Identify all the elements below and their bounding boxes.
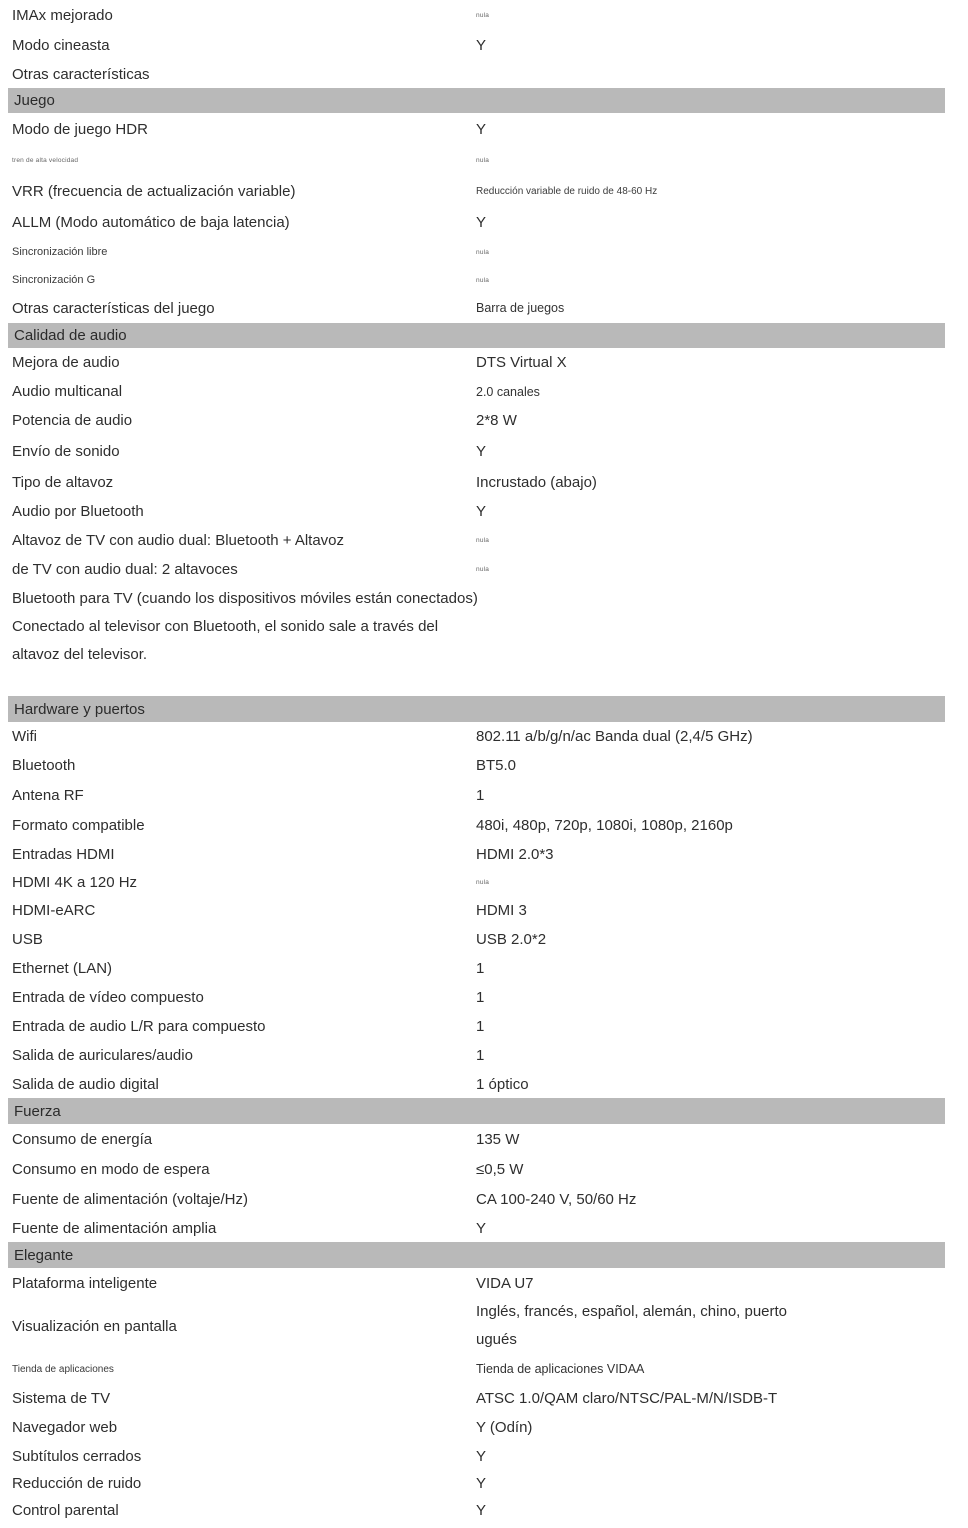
spec-value: nula (476, 11, 490, 19)
spec-label: Audio por Bluetooth (12, 503, 144, 520)
spec-value: Barra de juegos (476, 301, 565, 315)
spec-value: Y (476, 1502, 487, 1519)
spec-label: Potencia de audio (12, 412, 133, 429)
spec-row (8, 840, 945, 868)
spec-row (8, 1442, 945, 1470)
spec-row (8, 1214, 945, 1242)
spec-row (8, 60, 945, 88)
section-header (8, 323, 945, 348)
spec-row (8, 1184, 945, 1214)
spec-row (8, 1497, 945, 1524)
spec-value: Incrustado (abajo) (476, 474, 597, 491)
spec-label: Altavoz de TV con audio dual: Bluetooth + Altavoz (12, 531, 345, 549)
spec-value: Y (476, 443, 487, 460)
spec-label: Entrada de vídeo compuesto (12, 989, 204, 1006)
spec-row (8, 207, 945, 237)
spec-row (8, 145, 945, 175)
spec-value: nula (476, 565, 490, 573)
spec-value: 1 óptico (476, 1075, 529, 1093)
spec-label: Salida de auriculares/audio (12, 1047, 193, 1064)
spec-label: Entrada de audio L/R para compuesto (12, 1018, 266, 1035)
spec-label: Ethernet (LAN) (12, 960, 113, 977)
spec-value: nula (476, 248, 490, 256)
spec-row (8, 30, 945, 60)
section-header (8, 696, 945, 722)
spec-label: Tipo de altavoz (12, 474, 114, 491)
spec-row (8, 1268, 945, 1298)
section-header (8, 88, 945, 113)
spec-label: Sincronización G (12, 274, 96, 286)
spec-value: HDMI 2.0*3 (476, 845, 554, 863)
spec-label: de TV con audio dual: 2 altavoces (12, 560, 238, 578)
spec-label: Modo cineasta (12, 36, 110, 54)
section-title: Fuerza (14, 1102, 61, 1120)
spec-value: nula (476, 878, 490, 886)
spec-value: 480i, 480p, 720p, 1080i, 1080p, 2160p (476, 817, 733, 834)
section-title: Calidad de audio (14, 327, 127, 344)
spec-label: USB (12, 930, 43, 948)
spec-row (8, 237, 945, 267)
spec-row (8, 348, 945, 377)
spec-label: HDMI 4K a 120 Hz (12, 873, 138, 891)
spec-value: CA 100-240 V, 50/60 Hz (476, 1190, 637, 1208)
spec-value: USB 2.0*2 (476, 930, 547, 948)
spec-label: Navegador web (12, 1418, 118, 1436)
spec-value: Y (476, 120, 487, 138)
spec-row (8, 811, 945, 840)
spec-value: 1 (476, 1018, 485, 1035)
spec-label: Salida de audio digital (12, 1075, 159, 1093)
spec-label: Audio multicanal (12, 383, 123, 400)
spec-row (8, 1012, 945, 1041)
note-line: Conectado al televisor con Bluetooth, el sonido sale a través del (12, 617, 439, 635)
spec-row (8, 751, 945, 780)
spec-value: 135 W (476, 1130, 520, 1148)
spec-label: Formato compatible (12, 817, 145, 834)
spec-label: HDMI-eARC (12, 901, 96, 919)
spec-label: Plataforma inteligente (12, 1274, 158, 1292)
spec-row (8, 924, 945, 954)
spec-label: Consumo de energía (12, 1130, 153, 1148)
spec-label: tren de alta velocidad (12, 156, 79, 164)
spec-value: Reducción variable de ruido de 48-60 Hz (476, 185, 658, 197)
spec-row (8, 780, 945, 811)
spec-value: 2.0 canales (476, 384, 540, 399)
spec-value: Inglés, francés, español, alemán, chino, puerto ugués (476, 1303, 788, 1348)
spec-row (8, 406, 945, 435)
spec-row (8, 954, 945, 983)
spec-row (8, 1470, 945, 1497)
spec-row (8, 554, 945, 584)
spec-label: Control parental (12, 1502, 119, 1519)
spec-value: nula (476, 156, 490, 164)
spec-label: VRR (frecuencia de actualización variable) (12, 182, 296, 200)
spec-label: Modo de juego HDR (12, 120, 148, 138)
spec-row (8, 1070, 945, 1098)
spec-row (8, 468, 945, 497)
spec-row (8, 983, 945, 1012)
spec-value: Y (476, 503, 487, 520)
spec-row (8, 1154, 945, 1184)
spec-value: 1 (476, 989, 485, 1006)
spec-row (8, 293, 945, 323)
spec-row (8, 1124, 945, 1154)
spec-label: Visualización en pantalla (12, 1317, 177, 1335)
spec-value: Y (476, 213, 487, 231)
spec-value: DTS Virtual X (476, 354, 567, 371)
spec-label: Tienda de aplicaciones (12, 1363, 114, 1375)
spec-value: Tienda de aplicaciones VIDAA (476, 1362, 645, 1376)
section-header (8, 1242, 945, 1268)
section-title: Juego (14, 92, 55, 109)
spec-label: Antena RF (12, 787, 84, 804)
spec-value: ≤0,5 W (476, 1160, 524, 1178)
spec-value: 1 (476, 960, 485, 977)
spec-row (8, 526, 945, 554)
spec-label: Reducción de ruido (12, 1475, 142, 1492)
spec-row (8, 267, 945, 293)
spec-value: nula (476, 536, 490, 544)
spec-row (8, 722, 945, 751)
spec-table (8, 0, 945, 1524)
spec-row (8, 0, 945, 30)
spec-value: Y (Odín) (476, 1418, 533, 1436)
spec-value: Y (476, 1447, 487, 1465)
spec-label: Otras características (12, 65, 150, 83)
spec-value: BT5.0 (476, 757, 517, 774)
spec-label: ALLM (Modo automático de baja latencia) (12, 213, 290, 231)
spec-value: VIDA U7 (476, 1274, 534, 1292)
spec-row (8, 175, 945, 207)
note-line: altavoz del televisor. (12, 645, 148, 663)
spec-value: Y (476, 36, 487, 54)
spec-label: Sistema de TV (12, 1389, 111, 1407)
spec-value: nula (476, 276, 490, 284)
spec-value: 1 (476, 787, 485, 804)
spec-row (8, 1354, 945, 1384)
spec-value: ATSC 1.0/QAM claro/NTSC/PAL-M/N/ISDB-T (476, 1389, 778, 1407)
spec-value: 1 (476, 1047, 485, 1064)
section-title: Hardware y puertos (14, 700, 145, 718)
spec-row (8, 1412, 945, 1442)
spec-row (8, 868, 945, 896)
section-header (8, 1098, 945, 1124)
spec-row (8, 896, 945, 924)
note-line: Bluetooth para TV (cuando los dispositivos móviles están conectados) (12, 589, 478, 607)
spec-row (8, 435, 945, 468)
spec-label: IMAx mejorado (12, 6, 113, 24)
spec-row (8, 113, 945, 145)
spec-label: Fuente de alimentación amplia (12, 1219, 217, 1237)
spec-row (8, 377, 945, 406)
spec-label: Envío de sonido (12, 443, 120, 460)
spec-label: Subtítulos cerrados (12, 1447, 142, 1465)
spec-value: HDMI 3 (476, 901, 527, 919)
spec-row (8, 1041, 945, 1070)
spec-label: Sincronización libre (12, 246, 108, 258)
spacer (8, 668, 945, 696)
spec-label: Consumo en modo de espera (12, 1160, 210, 1178)
spec-value: Y (476, 1475, 487, 1492)
spec-row (8, 1384, 945, 1412)
spec-row (8, 1298, 945, 1354)
spec-value: 802.11 a/b/g/n/ac Banda dual (2,4/5 GHz) (476, 728, 753, 745)
spec-value: 2*8 W (476, 412, 517, 429)
spec-label: Mejora de audio (12, 354, 120, 371)
spec-label: Otras características del juego (12, 299, 215, 317)
spec-label: Bluetooth (12, 757, 76, 774)
section-title: Elegante (14, 1246, 74, 1264)
spec-label: Fuente de alimentación (voltaje/Hz) (12, 1190, 248, 1208)
spec-value: Y (476, 1219, 487, 1237)
spec-row (8, 497, 945, 526)
spec-label: Wifi (12, 728, 37, 745)
spec-label: Entradas HDMI (12, 845, 115, 863)
